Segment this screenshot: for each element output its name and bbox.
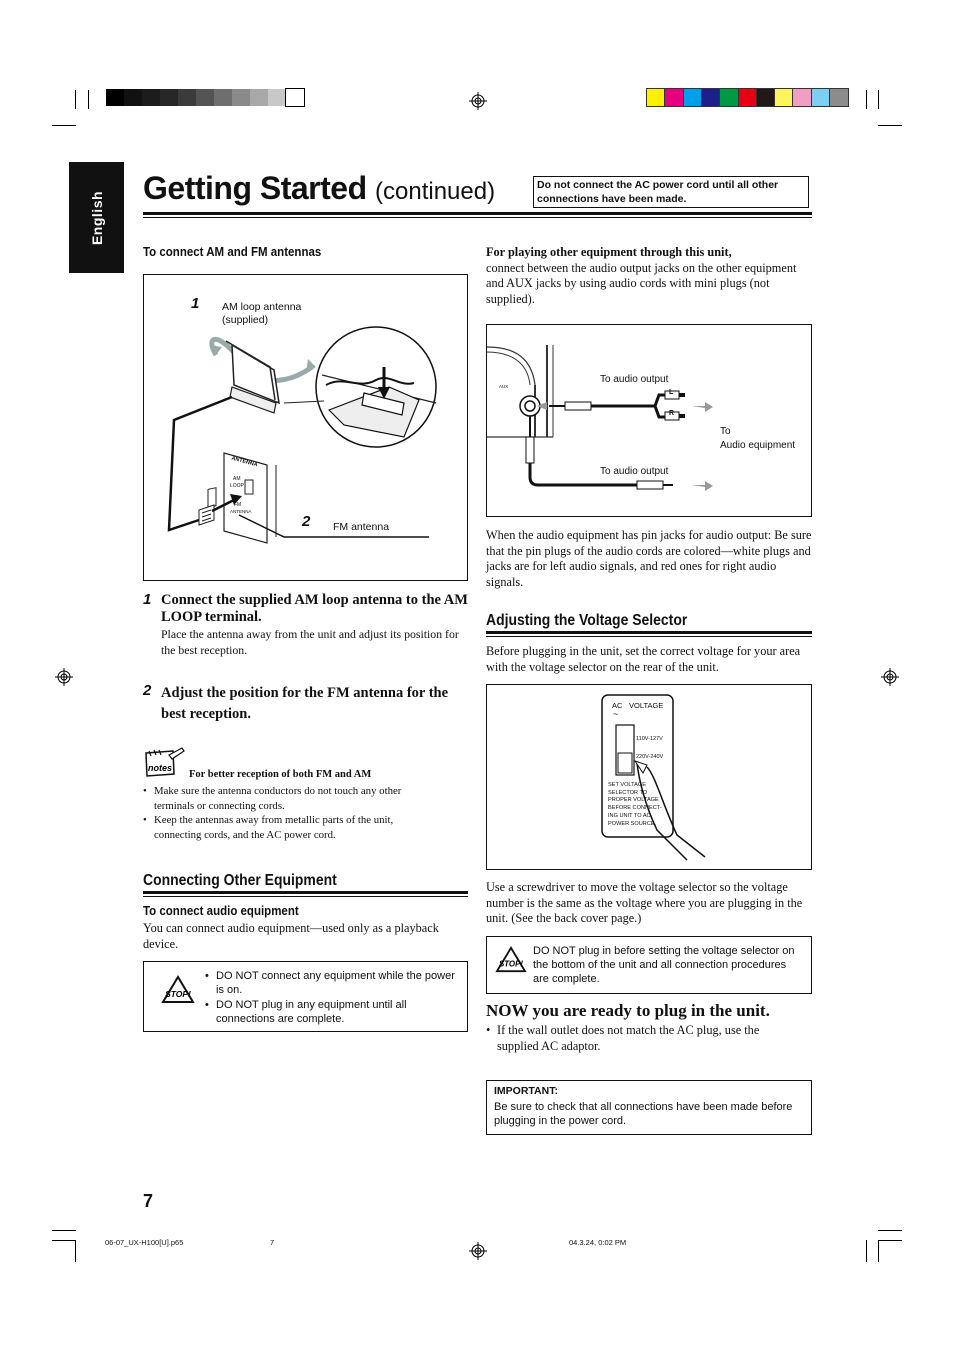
color-swatch <box>775 89 793 106</box>
voltage-label: VOLTAGE <box>629 701 664 710</box>
gray-swatch <box>178 89 196 106</box>
voltage-ac-label: AC <box>612 701 623 710</box>
stop-icon-label: STOP! <box>165 989 191 999</box>
terminal-title: ANTENNA <box>230 455 259 469</box>
title-rule <box>143 212 812 215</box>
stop-item: • DO NOT plug in any equipment until all connections are complete. <box>205 998 455 1027</box>
am-antenna-label: AM loop antenna (supplied) <box>222 301 302 326</box>
registration-target-icon <box>469 1242 487 1260</box>
page-title-main: Getting Started <box>143 170 367 206</box>
aux-figure <box>486 324 812 517</box>
to-label: To <box>720 426 731 437</box>
antennas-heading: To connect AM and FM antennas <box>143 245 322 259</box>
aux-diagram <box>487 325 811 516</box>
registration-target-icon <box>469 92 487 110</box>
step-2-number: 2 <box>143 682 152 699</box>
equipment-stop-list <box>205 969 455 1026</box>
important-box <box>486 1080 812 1135</box>
equipment-stop-box <box>143 961 468 1032</box>
notes-icon <box>143 747 185 779</box>
color-swatch <box>830 89 848 106</box>
footer-sheet: 7 <box>270 1238 275 1247</box>
stop-item: • DO NOT connect any equipment while the power is on. <box>205 969 455 998</box>
color-swatch <box>720 89 738 106</box>
gray-swatch <box>268 89 286 106</box>
jack-r-label: R <box>669 410 675 417</box>
audio-equipment-body: You can connect audio equipment—used only as a playback device. <box>143 921 439 951</box>
step-1-body: Place the antenna away from the unit and adjust its position for the best reception. <box>161 627 459 657</box>
antenna-diagram <box>144 275 467 580</box>
voltage-ac-tilde: ~ <box>613 709 619 719</box>
figure-step-1: 1 <box>191 295 200 312</box>
fm-antenna-label: FM antenna <box>333 521 390 533</box>
playing-other-body: connect between the audio output jacks on the other equipment and AUX jacks by using audio cords with mini plugs (not supplied). <box>486 260 797 307</box>
voltage-low-label: 110V-127V <box>636 736 663 742</box>
section-rule-thin <box>486 636 812 637</box>
page-title-suffix: (continued) <box>375 178 496 205</box>
gray-swatch <box>214 89 232 106</box>
audio-equipment-subheading: To connect audio equipment <box>143 904 299 918</box>
antenna-figure <box>143 274 468 581</box>
ready-heading: NOW you are ready to plug in the unit. <box>486 1001 770 1020</box>
other-equipment-heading: Connecting Other Equipment <box>143 872 337 889</box>
ready-item: • If the wall outlet does not match the AC plug, use the supplied AC adaptor. <box>486 1023 796 1054</box>
pin-jack-text: When the audio equipment has pin jacks for audio output: Be sure that the pin plugs of the audio cords are colored—white plugs and jacks are for left audio signals, and red ones for right audio signals. <box>486 528 812 590</box>
section-rule <box>143 891 468 894</box>
ready-list <box>486 1023 796 1054</box>
terminal-fm: FM <box>234 502 242 508</box>
power-cord-warning: Do not connect the AC power cord until all other connections have been made. <box>533 176 809 208</box>
step-2-title: Adjust the position for the FM antenna for the best reception. <box>161 685 449 722</box>
audio-output-label-1: To audio output <box>600 374 669 385</box>
voltage-body: Before plugging in the unit, set the correct voltage for your area with the voltage selector on the rear of the unit. <box>486 644 801 674</box>
stop-icon <box>161 975 195 1005</box>
title-rule-thin <box>143 217 812 218</box>
color-swatch <box>793 89 811 106</box>
page-number: 7 <box>143 1191 154 1211</box>
terminal-loop: LOOP <box>230 483 244 489</box>
voltage-selector-diagram <box>487 685 811 869</box>
terminal-am: AM <box>233 476 241 482</box>
audio-equipment-label: Audio equipment <box>720 440 796 451</box>
stop-icon <box>495 946 527 974</box>
notes-heading: For better reception of both FM and AM <box>189 769 372 780</box>
important-label: IMPORTANT: <box>494 1085 558 1097</box>
audio-output-label-2: To audio output <box>600 466 669 477</box>
color-swatch <box>647 89 665 106</box>
voltage-stop-text: DO NOT plug in before setting the voltage selector on the bottom of the unit and all connection procedures are complete. <box>533 945 795 986</box>
gray-swatch <box>142 89 160 106</box>
notes-item: • Make sure the antenna conductors do not touch any other terminals or connecting cords. <box>143 784 443 813</box>
playing-other-lead: For playing other equipment through this unit, <box>486 245 732 259</box>
language-tab-label: English <box>88 190 105 245</box>
registration-target-icon <box>55 668 73 686</box>
notes-list <box>143 784 443 842</box>
notes-icon-label: notes <box>148 763 173 773</box>
voltage-instruction: SET VOLTAGE SELECTOR TO PROPER VOLTAGE BEFORE CONNECT- ING UNIT TO AC POWER SOURCE. <box>608 782 662 827</box>
color-swatch <box>757 89 775 106</box>
playing-other-text <box>486 245 811 308</box>
step-1-title: Connect the supplied AM loop antenna to the AM LOOP terminal. <box>161 592 468 625</box>
gray-swatch <box>160 89 178 106</box>
important-text: Be sure to check that all connections have been made before plugging in the power cord. <box>494 1101 793 1127</box>
language-tab <box>69 162 124 273</box>
registration-target-icon <box>881 668 899 686</box>
section-rule <box>486 631 812 634</box>
step-1-number: 1 <box>143 591 152 608</box>
gray-swatch <box>232 89 250 106</box>
color-swatch <box>739 89 757 106</box>
terminal-antenna: ANTENNA <box>230 509 252 514</box>
voltage-stop-box <box>486 936 812 994</box>
color-swatch <box>702 89 720 106</box>
gray-swatch <box>250 89 268 106</box>
voltage-figure <box>486 684 812 870</box>
gray-swatch <box>106 89 124 106</box>
screwdriver-text: Use a screwdriver to move the voltage selector so the voltage number is the same as the voltage where you are plugging in the unit. (See the back cover page.) <box>486 880 803 926</box>
voltage-heading: Adjusting the Voltage Selector <box>486 612 688 629</box>
color-swatch <box>812 89 830 106</box>
jack-l-label: L <box>669 389 674 396</box>
stop-icon-label: STOP! <box>498 959 524 969</box>
notes-item: • Keep the antennas away from metallic parts of the unit, connecting cords, and the AC power cord. <box>143 813 443 842</box>
page-title <box>143 170 495 207</box>
footer-date: 04.3.24, 0:02 PM <box>569 1238 627 1247</box>
figure-step-2: 2 <box>302 513 311 530</box>
gray-swatch <box>196 89 214 106</box>
gray-swatch <box>124 89 142 106</box>
section-rule-thin <box>143 896 468 897</box>
color-swatch <box>665 89 683 106</box>
aux-label: AUX <box>499 384 509 389</box>
color-swatch <box>684 89 702 106</box>
footer-file: 06-07_UX-H100[U].p65 <box>105 1238 184 1247</box>
voltage-high-label: 220V-240V <box>636 754 664 760</box>
gray-swatch <box>286 89 304 106</box>
